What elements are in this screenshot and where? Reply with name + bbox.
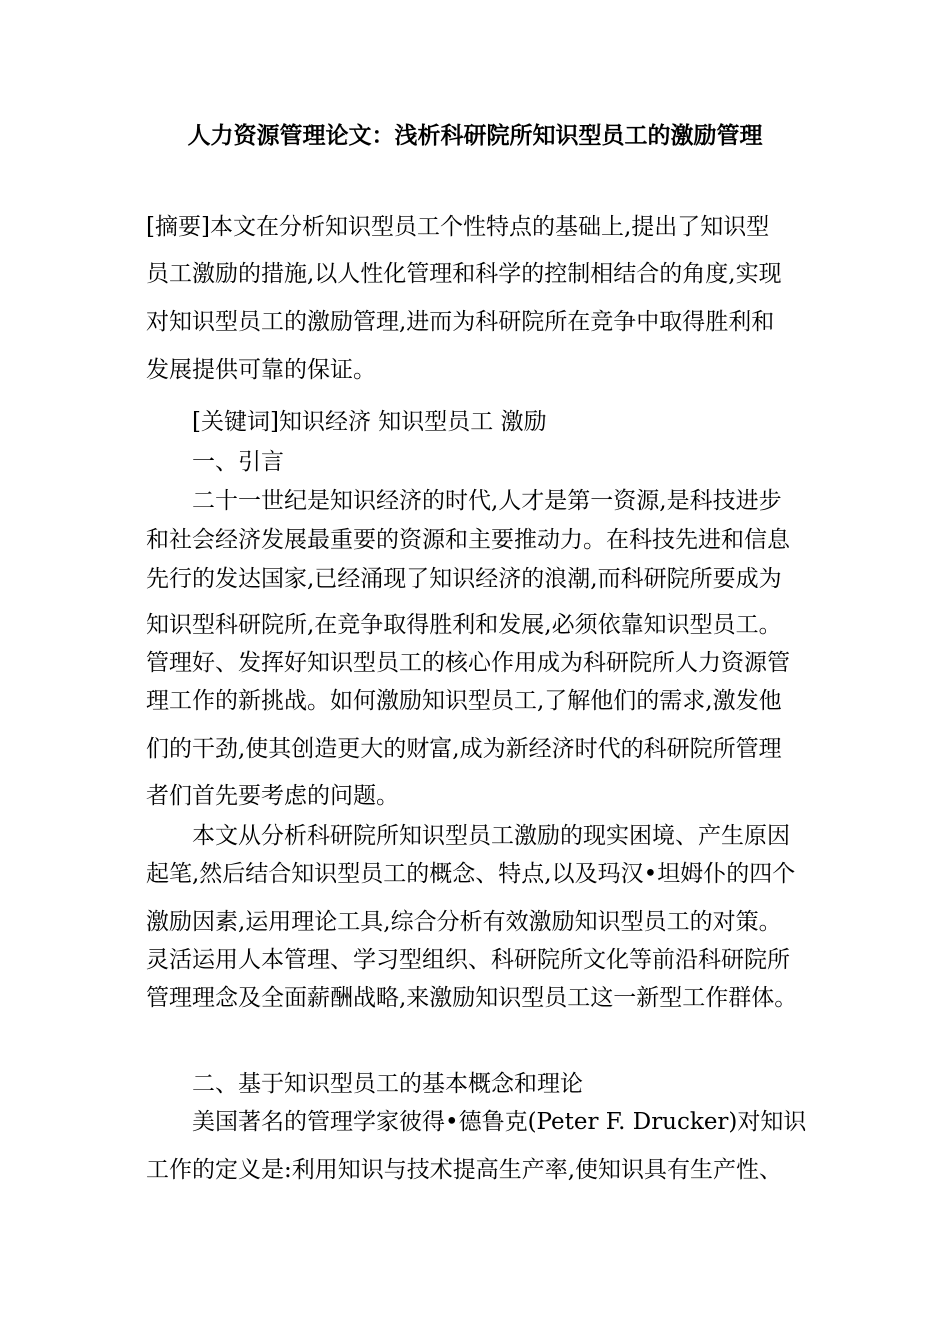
paragraph-line: 管理好、发挥好知识型员工的核心作用成为科研院所人力资源管 (146, 650, 790, 676)
paragraph-line: 美国著名的管理学家彼得•德鲁克(Peter F. Drucker)对知识 (192, 1109, 807, 1135)
keywords-line: [关键词]知识经济 知识型员工 激励 (192, 409, 547, 435)
section1-heading: 一、引言 (192, 449, 284, 475)
paragraph-line: 二十一世纪是知识经济的时代,人才是第一资源,是科技进步 (192, 488, 782, 514)
paragraph-line: 激励因素,运用理论工具,综合分析有效激励知识型员工的对策。 (146, 909, 782, 935)
paragraph-line: 者们首先要考虑的问题。 (146, 783, 399, 809)
abstract-line: 对知识型员工的激励管理,进而为科研院所在竞争中取得胜利和 (146, 309, 775, 335)
paragraph-line: 们的干劲,使其创造更大的财富,成为新经济时代的科研院所管理 (146, 736, 782, 762)
paragraph-line: 本文从分析科研院所知识型员工激励的现实困境、产生原因 (192, 823, 790, 849)
section2-heading: 二、基于知识型员工的基本概念和理论 (192, 1071, 583, 1097)
paragraph-line: 理工作的新挑战。如何激励知识型员工,了解他们的需求,激发他 (146, 688, 782, 714)
abstract-line: 员工激励的措施,以人性化管理和科学的控制相结合的角度,实现 (146, 261, 782, 287)
paragraph-line: 知识型科研院所,在竞争取得胜利和发展,必须依靠知识型员工。 (146, 612, 782, 638)
document-title: 人力资源管理论文：浅析科研院所知识型员工的激励管理 (187, 122, 763, 149)
paragraph-line: 管理理念及全面薪酬战略,来激励知识型员工这一新型工作群体。 (146, 985, 798, 1011)
paragraph-line: 灵活运用人本管理、学习型组织、科研院所文化等前沿科研院所 (146, 947, 790, 973)
paragraph-line: 和社会经济发展最重要的资源和主要推动力。在科技先进和信息 (146, 527, 790, 553)
paragraph-line: 先行的发达国家,已经涌现了知识经济的浪潮,而科研院所要成为 (146, 566, 782, 592)
paragraph-line: 起笔,然后结合知识型员工的概念、特点,以及玛汉•坦姆仆的四个 (146, 861, 796, 887)
abstract-line: 发展提供可靠的保证。 (146, 357, 376, 383)
paragraph-line: 工作的定义是:利用知识与技术提高生产率,使知识具有生产性、 (146, 1157, 783, 1183)
abstract-line: [摘要]本文在分析知识型员工个性特点的基础上,提出了知识型 (146, 214, 770, 240)
